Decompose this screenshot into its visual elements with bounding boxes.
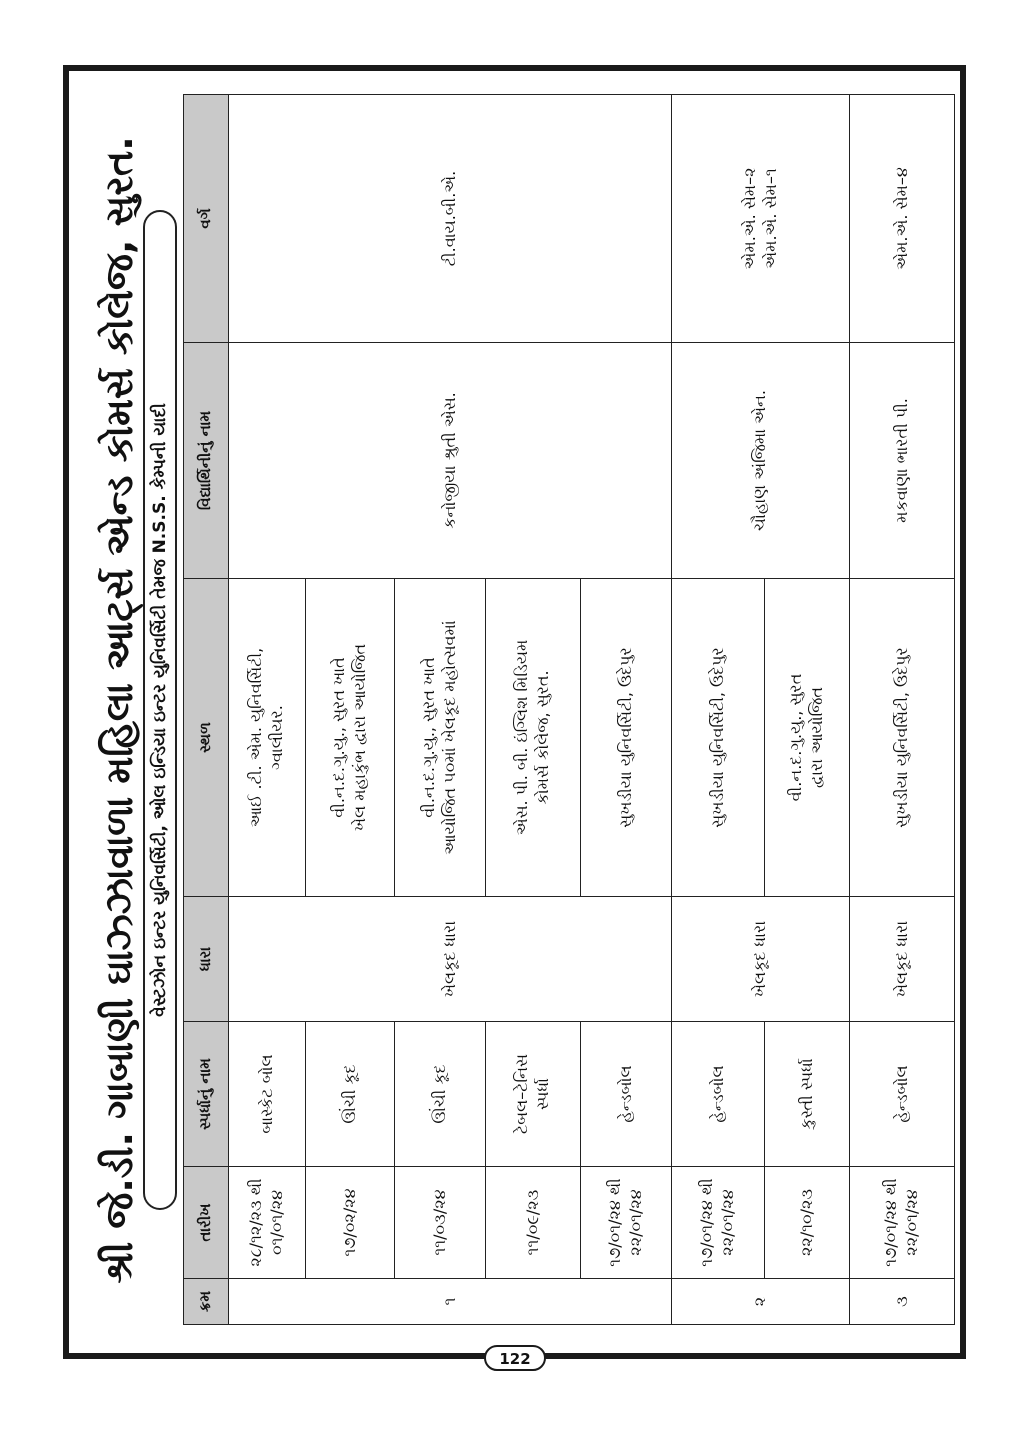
- competition-cell: બાસ્કેટ બોલ: [229, 1022, 306, 1167]
- place-cell: વી.ન.દ.ગુ.યુ., સુરત ખાતે ખેલ મહાકુંભ દ્વારા આયોજિત: [306, 579, 395, 897]
- rotated-content: [85, 95, 937, 1325]
- date-cell: ૧૭/૦૨/૨૪: [306, 1167, 395, 1279]
- table-header-row: [184, 95, 229, 1325]
- class-cell: ટી.વાય.બી.એ.: [229, 95, 672, 343]
- competition-cell: ઊંચી કૂદ: [395, 1022, 486, 1167]
- place-cell: એસ. પી. બી. ઇંગ્લિશ મિડિયમ કોમર્સ કોલેજ, સુરત.: [486, 579, 581, 897]
- header-stream: ધારા: [184, 897, 229, 1022]
- place-cell: વી.ન.દ.ગુ.યુ., સુરત દ્વારા આયોજિત: [765, 579, 850, 897]
- student-cell: મકવાણા ભારતી પી.: [850, 343, 955, 579]
- date-cell: ૧૭/૦૧/૨૪ થી ૨૨/૦૧/૨૪: [581, 1167, 672, 1279]
- header-place: સ્થળ: [184, 579, 229, 897]
- page-number: 122: [484, 1345, 546, 1371]
- header-competition: સ્પર્ધાનું નામ: [184, 1022, 229, 1167]
- competition-cell: હેન્ડબોલ: [850, 1022, 955, 1167]
- place-cell: સુખડીયા યુનિવર્સિટી, ઉદેપુર: [581, 579, 672, 897]
- date-cell: ૧૧/૦૩/૨૪: [395, 1167, 486, 1279]
- competition-cell: ઊંચી કૂદ: [306, 1022, 395, 1167]
- student-cell: કનોજીયા શ્રુતી એસ.: [229, 343, 672, 579]
- stream-cell: ખેલકૂદ ધારા: [850, 897, 955, 1022]
- place-cell: સુખડીયા યુનિવર્સિટી, ઉદેપુર: [850, 579, 955, 897]
- header-student: વિદ્યાર્થિનીનું નામ: [184, 343, 229, 579]
- competition-cell: હેન્ડબોલ: [672, 1022, 765, 1167]
- competition-cell: કુસ્તી સ્પર્ધા: [765, 1022, 850, 1167]
- page-subtitle: વેસ્ટઝોન ઇન્ટર યુનિવર્સિટી, ઓલ ઇન્ડિયા ઇન્ટર યુનિવર્સિટી તેમજ N.S.S. કેમ્પની યાદી: [143, 210, 177, 1210]
- date-cell: ૨૨/૧૦/૨૩: [765, 1167, 850, 1279]
- date-cell: ૨૮/૧૨/૨૩ થી ૦૧/૦૧/૨૪: [229, 1167, 306, 1279]
- student-cell: ચૌહાણ અંજિમા એન.: [672, 343, 850, 579]
- date-cell: ૧૭/૦૧/૨૪ થી ૨૨/૦૧/૨૪: [672, 1167, 765, 1279]
- class-cell: એમ.એ. સેમ–૪: [850, 95, 955, 343]
- date-cell: ૧૭/૦૧/૨૪ થી ૨૨/૦૧/૨૪: [850, 1167, 955, 1279]
- header-class: વર્ગ: [184, 95, 229, 343]
- table-row: [229, 95, 306, 1325]
- competition-table: [183, 94, 955, 1325]
- class-cell: એમ.એ. સેમ–૨ એમ.એ. સેમ–૧: [672, 95, 850, 343]
- stream-cell: ખેલકૂદ ધારા: [229, 897, 672, 1022]
- date-cell: ૧૧/૦૯/૨૩: [486, 1167, 581, 1279]
- competition-cell: ટેબલ–ટેનિસ સ્પર્ધા: [486, 1022, 581, 1167]
- sr-cell: ૧: [229, 1279, 672, 1325]
- place-cell: વી.ન.દ.ગુ.યુ., સુરત ખાતે આયોજિત ૫૦માં ખેલકૂદ મહોત્સવમાં: [395, 579, 486, 897]
- stream-cell: ખેલકૂદ ધારા: [672, 897, 850, 1022]
- header-sr: ક્રમ: [184, 1279, 229, 1325]
- competition-cell: હેન્ડબોલ: [581, 1022, 672, 1167]
- page-title: શ્રી જે.ડી. ગાબાણી ઘાઝ્ઝાવાળા મહિલા આર્ટ્સ એન્ડ કોમર્સ કોલેજ, સુરત.: [97, 136, 141, 1284]
- table-row: [850, 95, 955, 1325]
- place-cell: સુખડીયા યુનિવર્સિટી, ઉદેપુર: [672, 579, 765, 897]
- sr-cell: ૩: [850, 1279, 955, 1325]
- place-cell: આઈ .ટી. એમ. યુનિવર્સિટી, ગ્વાલીયર.: [229, 579, 306, 897]
- table-row: [672, 95, 765, 1325]
- sr-cell: ૨: [672, 1279, 850, 1325]
- header-date: તારીખ: [184, 1167, 229, 1279]
